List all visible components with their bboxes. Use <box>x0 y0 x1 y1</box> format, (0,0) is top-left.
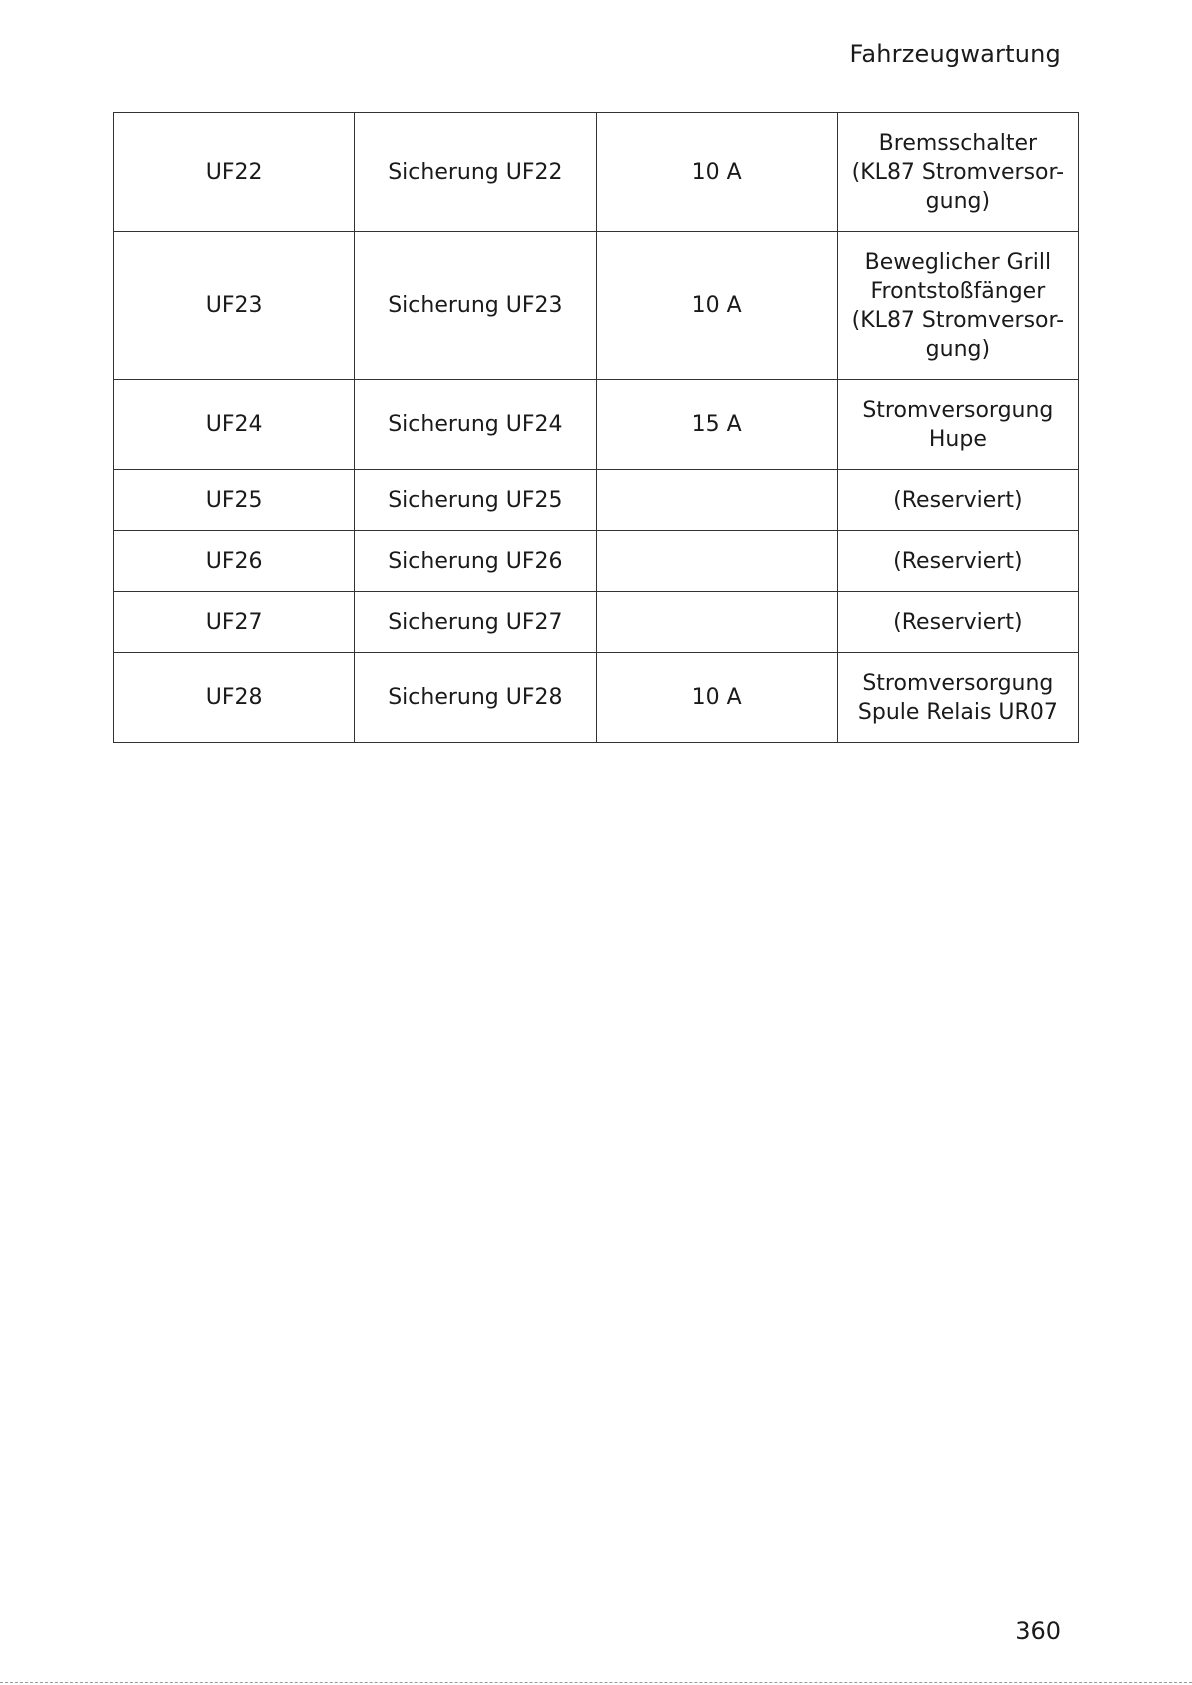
fuse-rating-cell: 10 A <box>596 232 837 380</box>
fuse-id-cell: UF25 <box>114 470 355 531</box>
function-line: Hupe <box>928 426 987 452</box>
fuse-name-cell: Sicherung UF26 <box>355 531 596 592</box>
function-line: (Reserviert) <box>893 487 1023 513</box>
page-header-title: Fahrzeugwartung <box>849 40 1061 68</box>
function-line: Stromversorgung <box>862 397 1054 423</box>
fuse-function-cell <box>837 113 1078 232</box>
fuse-id-cell: UF27 <box>114 592 355 653</box>
function-line: Frontstoßfänger <box>870 278 1046 304</box>
table-row <box>114 592 1079 653</box>
function-line: Bremsschalter <box>878 130 1038 156</box>
fuse-rating-cell: 10 A <box>596 113 837 232</box>
fuse-function-cell <box>837 653 1078 743</box>
function-line: (KL87 Stromversor- <box>851 159 1065 185</box>
table-row <box>114 653 1079 743</box>
fuse-function-cell <box>837 470 1078 531</box>
fuse-name-cell: Sicherung UF23 <box>355 232 596 380</box>
fuse-rating-cell <box>596 531 837 592</box>
fuse-rating-cell <box>596 592 837 653</box>
page-bottom-edge <box>0 1682 1192 1683</box>
fuse-rating-cell: 10 A <box>596 653 837 743</box>
function-line: (Reserviert) <box>893 609 1023 635</box>
fuse-name-cell: Sicherung UF27 <box>355 592 596 653</box>
fuse-function-cell <box>837 592 1078 653</box>
function-line: Beweglicher Grill <box>864 249 1052 275</box>
fuse-id-cell: UF22 <box>114 113 355 232</box>
fuse-name-cell: Sicherung UF28 <box>355 653 596 743</box>
table-row <box>114 470 1079 531</box>
fuse-function-cell <box>837 380 1078 470</box>
function-line: (KL87 Stromversor- <box>851 307 1065 333</box>
fuse-function-cell <box>837 232 1078 380</box>
function-line: (Reserviert) <box>893 548 1023 574</box>
fuse-name-cell: Sicherung UF25 <box>355 470 596 531</box>
page-number: 360 <box>1015 1617 1061 1645</box>
fuse-rating-cell: 15 A <box>596 380 837 470</box>
fuse-name-cell: Sicherung UF22 <box>355 113 596 232</box>
table-row <box>114 113 1079 232</box>
fuse-id-cell: UF28 <box>114 653 355 743</box>
table-row <box>114 531 1079 592</box>
fuse-rating-cell <box>596 470 837 531</box>
fuse-name-cell: Sicherung UF24 <box>355 380 596 470</box>
function-line: gung) <box>925 188 991 214</box>
function-line: gung) <box>925 336 991 362</box>
fuse-table <box>113 112 1079 743</box>
function-line: Stromversorgung <box>862 670 1054 696</box>
fuse-id-cell: UF23 <box>114 232 355 380</box>
fuse-id-cell: UF26 <box>114 531 355 592</box>
fuse-function-cell <box>837 531 1078 592</box>
function-line: Spule Relais UR07 <box>857 699 1058 725</box>
fuse-id-cell: UF24 <box>114 380 355 470</box>
table-row <box>114 232 1079 380</box>
table-row <box>114 380 1079 470</box>
